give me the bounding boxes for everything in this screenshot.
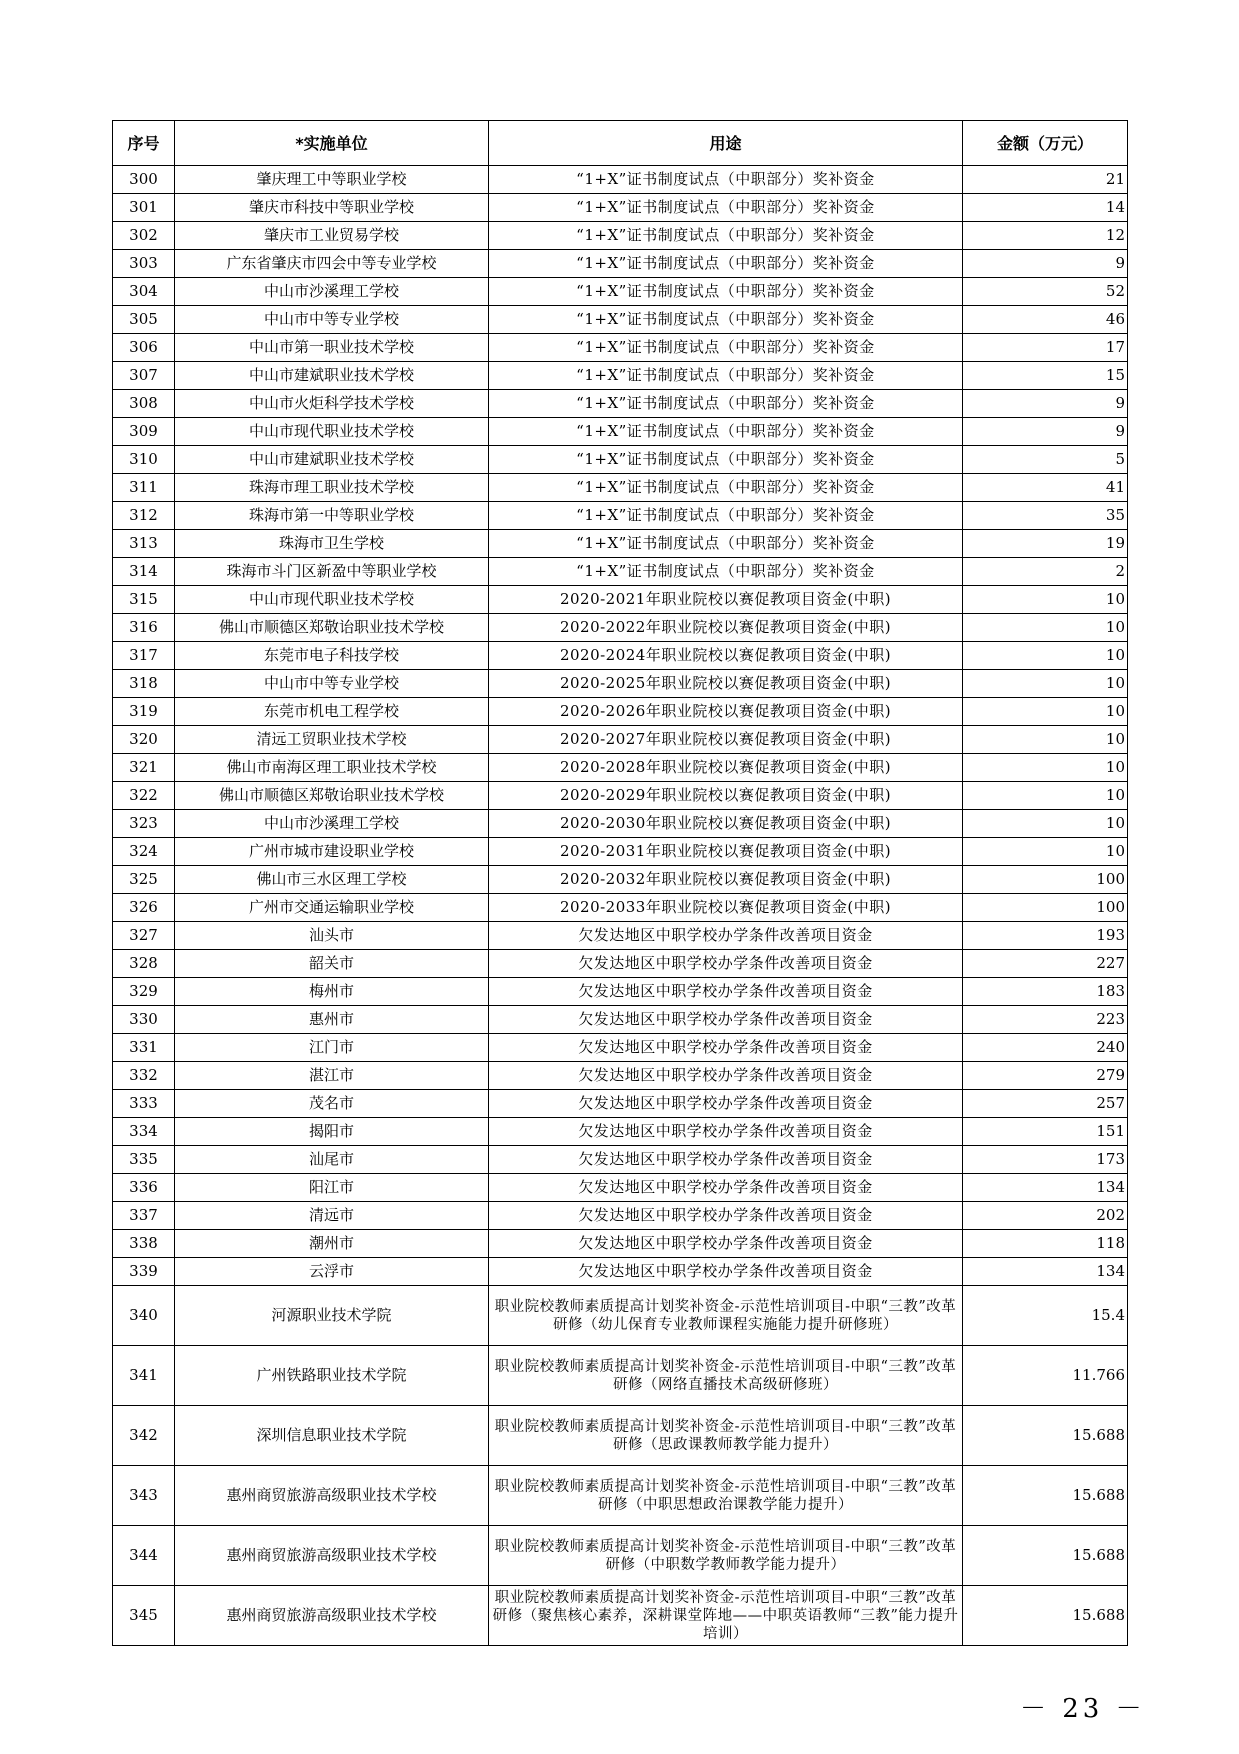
cell-purpose: 欠发达地区中职学校办学条件改善项目资金 [489, 1062, 963, 1090]
cell-no: 321 [113, 754, 175, 782]
cell-unit: 珠海市第一中等职业学校 [175, 502, 489, 530]
cell-amount: 9 [963, 418, 1128, 446]
cell-no: 337 [113, 1202, 175, 1230]
cell-no: 303 [113, 250, 175, 278]
cell-no: 343 [113, 1466, 175, 1526]
cell-no: 329 [113, 978, 175, 1006]
cell-unit: 中山市中等专业学校 [175, 670, 489, 698]
cell-unit: 广州市交通运输职业学校 [175, 894, 489, 922]
cell-amount: 10 [963, 838, 1128, 866]
cell-purpose: 欠发达地区中职学校办学条件改善项目资金 [489, 1258, 963, 1286]
cell-unit: 潮州市 [175, 1230, 489, 1258]
cell-purpose: 欠发达地区中职学校办学条件改善项目资金 [489, 1230, 963, 1258]
cell-amount: 183 [963, 978, 1128, 1006]
cell-purpose: 欠发达地区中职学校办学条件改善项目资金 [489, 1146, 963, 1174]
table-row [113, 1586, 1128, 1646]
cell-no: 328 [113, 950, 175, 978]
table-row [113, 1466, 1128, 1526]
cell-amount: 46 [963, 306, 1128, 334]
table-row [113, 1146, 1128, 1174]
cell-amount: 15 [963, 362, 1128, 390]
cell-amount: 202 [963, 1202, 1128, 1230]
cell-purpose: “1+X”证书制度试点（中职部分）奖补资金 [489, 278, 963, 306]
cell-purpose: 2020-2021年职业院校以赛促教项目资金(中职) [489, 586, 963, 614]
cell-purpose: “1+X”证书制度试点（中职部分）奖补资金 [489, 194, 963, 222]
cell-no: 314 [113, 558, 175, 586]
cell-amount: 19 [963, 530, 1128, 558]
cell-amount: 15.688 [963, 1526, 1128, 1586]
cell-unit: 广州市城市建设职业学校 [175, 838, 489, 866]
table-row [113, 978, 1128, 1006]
cell-no: 311 [113, 474, 175, 502]
table-row [113, 418, 1128, 446]
cell-amount: 11.766 [963, 1346, 1128, 1406]
cell-purpose: 2020-2024年职业院校以赛促教项目资金(中职) [489, 642, 963, 670]
cell-purpose: 欠发达地区中职学校办学条件改善项目资金 [489, 978, 963, 1006]
cell-amount: 17 [963, 334, 1128, 362]
cell-amount: 5 [963, 446, 1128, 474]
header-purpose: 用途 [489, 121, 963, 166]
table-row [113, 1034, 1128, 1062]
cell-unit: 清远市 [175, 1202, 489, 1230]
table-row [113, 1202, 1128, 1230]
cell-purpose: 职业院校教师素质提高计划奖补资金-示范性培训项目-中职“三教”改革研修（中职思想政治课教学能力提升） [489, 1466, 963, 1526]
table-row [113, 390, 1128, 418]
table-row [113, 278, 1128, 306]
cell-unit: 湛江市 [175, 1062, 489, 1090]
cell-amount: 9 [963, 390, 1128, 418]
table-row [113, 1406, 1128, 1466]
cell-unit: 肇庆理工中等职业学校 [175, 166, 489, 194]
cell-unit: 佛山市三水区理工学校 [175, 866, 489, 894]
table-row [113, 754, 1128, 782]
table-row [113, 1346, 1128, 1406]
cell-unit: 揭阳市 [175, 1118, 489, 1146]
table-row [113, 306, 1128, 334]
cell-amount: 10 [963, 782, 1128, 810]
cell-unit: 佛山市南海区理工职业技术学校 [175, 754, 489, 782]
cell-unit: 阳江市 [175, 1174, 489, 1202]
header-no: 序号 [113, 121, 175, 166]
cell-amount: 257 [963, 1090, 1128, 1118]
cell-no: 335 [113, 1146, 175, 1174]
cell-no: 309 [113, 418, 175, 446]
cell-no: 301 [113, 194, 175, 222]
table-row [113, 586, 1128, 614]
cell-unit: 韶关市 [175, 950, 489, 978]
cell-purpose: 职业院校教师素质提高计划奖补资金-示范性培训项目-中职“三教”改革研修（中职数学教师教学能力提升） [489, 1526, 963, 1586]
cell-amount: 10 [963, 698, 1128, 726]
cell-amount: 15.688 [963, 1406, 1128, 1466]
table-row [113, 642, 1128, 670]
cell-no: 320 [113, 726, 175, 754]
table-row [113, 250, 1128, 278]
cell-purpose: 职业院校教师素质提高计划奖补资金-示范性培训项目-中职“三教”改革研修（思政课教师教学能力提升） [489, 1406, 963, 1466]
cell-purpose: “1+X”证书制度试点（中职部分）奖补资金 [489, 334, 963, 362]
cell-amount: 10 [963, 642, 1128, 670]
cell-purpose: 欠发达地区中职学校办学条件改善项目资金 [489, 1090, 963, 1118]
header-amount: 金额（万元） [963, 121, 1128, 166]
table-row [113, 1258, 1128, 1286]
cell-purpose: “1+X”证书制度试点（中职部分）奖补资金 [489, 418, 963, 446]
cell-purpose: 欠发达地区中职学校办学条件改善项目资金 [489, 1202, 963, 1230]
cell-no: 330 [113, 1006, 175, 1034]
cell-unit: 清远工贸职业技术学校 [175, 726, 489, 754]
cell-amount: 2 [963, 558, 1128, 586]
cell-unit: 深圳信息职业技术学院 [175, 1406, 489, 1466]
cell-purpose: 2020-2029年职业院校以赛促教项目资金(中职) [489, 782, 963, 810]
table-row [113, 838, 1128, 866]
cell-no: 306 [113, 334, 175, 362]
cell-purpose: 2020-2027年职业院校以赛促教项目资金(中职) [489, 726, 963, 754]
cell-amount: 100 [963, 866, 1128, 894]
cell-unit: 中山市现代职业技术学校 [175, 418, 489, 446]
cell-no: 332 [113, 1062, 175, 1090]
table-row [113, 1062, 1128, 1090]
cell-no: 322 [113, 782, 175, 810]
cell-unit: 茂名市 [175, 1090, 489, 1118]
cell-no: 327 [113, 922, 175, 950]
table-row [113, 362, 1128, 390]
cell-purpose: “1+X”证书制度试点（中职部分）奖补资金 [489, 502, 963, 530]
cell-amount: 35 [963, 502, 1128, 530]
cell-unit: 惠州商贸旅游高级职业技术学校 [175, 1586, 489, 1646]
cell-amount: 12 [963, 222, 1128, 250]
cell-unit: 中山市沙溪理工学校 [175, 810, 489, 838]
cell-no: 308 [113, 390, 175, 418]
cell-amount: 134 [963, 1258, 1128, 1286]
cell-no: 316 [113, 614, 175, 642]
cell-purpose: 欠发达地区中职学校办学条件改善项目资金 [489, 1118, 963, 1146]
cell-purpose: “1+X”证书制度试点（中职部分）奖补资金 [489, 390, 963, 418]
cell-no: 317 [113, 642, 175, 670]
cell-unit: 汕尾市 [175, 1146, 489, 1174]
table-row [113, 1286, 1128, 1346]
cell-no: 319 [113, 698, 175, 726]
table-row [113, 334, 1128, 362]
cell-unit: 珠海市理工职业技术学校 [175, 474, 489, 502]
cell-unit: 云浮市 [175, 1258, 489, 1286]
cell-purpose: 2020-2033年职业院校以赛促教项目资金(中职) [489, 894, 963, 922]
cell-unit: 佛山市顺德区郑敬诒职业技术学校 [175, 782, 489, 810]
cell-amount: 279 [963, 1062, 1128, 1090]
cell-no: 341 [113, 1346, 175, 1406]
table-row [113, 922, 1128, 950]
cell-no: 336 [113, 1174, 175, 1202]
cell-no: 307 [113, 362, 175, 390]
cell-amount: 240 [963, 1034, 1128, 1062]
cell-amount: 10 [963, 586, 1128, 614]
cell-purpose: “1+X”证书制度试点（中职部分）奖补资金 [489, 446, 963, 474]
table-row [113, 1230, 1128, 1258]
cell-purpose: 2020-2025年职业院校以赛促教项目资金(中职) [489, 670, 963, 698]
cell-no: 325 [113, 866, 175, 894]
cell-amount: 52 [963, 278, 1128, 306]
cell-purpose: “1+X”证书制度试点（中职部分）奖补资金 [489, 558, 963, 586]
cell-unit: 惠州市 [175, 1006, 489, 1034]
cell-unit: 中山市火炬科学技术学校 [175, 390, 489, 418]
table-row [113, 670, 1128, 698]
cell-no: 331 [113, 1034, 175, 1062]
cell-purpose: 职业院校教师素质提高计划奖补资金-示范性培训项目-中职“三教”改革研修（聚焦核心素养，深耕课堂阵地——中职英语教师“三教”能力提升培训） [489, 1586, 963, 1646]
cell-purpose: 2020-2032年职业院校以赛促教项目资金(中职) [489, 866, 963, 894]
cell-unit: 东莞市机电工程学校 [175, 698, 489, 726]
cell-no: 345 [113, 1586, 175, 1646]
cell-no: 334 [113, 1118, 175, 1146]
cell-no: 312 [113, 502, 175, 530]
cell-no: 302 [113, 222, 175, 250]
cell-purpose: “1+X”证书制度试点（中职部分）奖补资金 [489, 362, 963, 390]
table-row [113, 474, 1128, 502]
cell-purpose: 2020-2022年职业院校以赛促教项目资金(中职) [489, 614, 963, 642]
cell-no: 339 [113, 1258, 175, 1286]
cell-unit: 汕头市 [175, 922, 489, 950]
cell-amount: 10 [963, 614, 1128, 642]
cell-no: 315 [113, 586, 175, 614]
cell-purpose: 欠发达地区中职学校办学条件改善项目资金 [489, 1174, 963, 1202]
cell-purpose: “1+X”证书制度试点（中职部分）奖补资金 [489, 166, 963, 194]
cell-no: 310 [113, 446, 175, 474]
cell-unit: 东莞市电子科技学校 [175, 642, 489, 670]
cell-purpose: 欠发达地区中职学校办学条件改善项目资金 [489, 1006, 963, 1034]
table-row [113, 894, 1128, 922]
cell-unit: 中山市中等专业学校 [175, 306, 489, 334]
cell-unit: 河源职业技术学院 [175, 1286, 489, 1346]
cell-purpose: “1+X”证书制度试点（中职部分）奖补资金 [489, 222, 963, 250]
cell-amount: 151 [963, 1118, 1128, 1146]
cell-unit: 肇庆市科技中等职业学校 [175, 194, 489, 222]
table-row [113, 866, 1128, 894]
cell-purpose: “1+X”证书制度试点（中职部分）奖补资金 [489, 250, 963, 278]
cell-amount: 10 [963, 754, 1128, 782]
table-row [113, 698, 1128, 726]
table-body [113, 166, 1128, 1646]
table-row [113, 782, 1128, 810]
cell-unit: 江门市 [175, 1034, 489, 1062]
cell-unit: 中山市第一职业技术学校 [175, 334, 489, 362]
cell-purpose: “1+X”证书制度试点（中职部分）奖补资金 [489, 306, 963, 334]
cell-amount: 15.4 [963, 1286, 1128, 1346]
cell-amount: 21 [963, 166, 1128, 194]
table-row [113, 810, 1128, 838]
cell-amount: 41 [963, 474, 1128, 502]
cell-amount: 10 [963, 726, 1128, 754]
cell-unit: 中山市现代职业技术学校 [175, 586, 489, 614]
cell-no: 340 [113, 1286, 175, 1346]
table-row [113, 530, 1128, 558]
cell-purpose: 2020-2030年职业院校以赛促教项目资金(中职) [489, 810, 963, 838]
funding-table [112, 120, 1128, 1646]
cell-amount: 10 [963, 670, 1128, 698]
cell-unit: 广东省肇庆市四会中等专业学校 [175, 250, 489, 278]
cell-amount: 15.688 [963, 1586, 1128, 1646]
cell-purpose: 职业院校教师素质提高计划奖补资金-示范性培训项目-中职“三教”改革研修（幼儿保育专业教师课程实施能力提升研修班） [489, 1286, 963, 1346]
cell-amount: 14 [963, 194, 1128, 222]
cell-amount: 223 [963, 1006, 1128, 1034]
table-row [113, 1174, 1128, 1202]
header-unit: *实施单位 [175, 121, 489, 166]
table-row [113, 726, 1128, 754]
table-row [113, 1118, 1128, 1146]
cell-no: 323 [113, 810, 175, 838]
table-row [113, 614, 1128, 642]
cell-no: 305 [113, 306, 175, 334]
table-row [113, 194, 1128, 222]
table-row [113, 446, 1128, 474]
cell-purpose: 欠发达地区中职学校办学条件改善项目资金 [489, 950, 963, 978]
table-header-row [113, 121, 1128, 166]
cell-no: 313 [113, 530, 175, 558]
table-row [113, 1006, 1128, 1034]
table-row [113, 502, 1128, 530]
cell-purpose: 欠发达地区中职学校办学条件改善项目资金 [489, 922, 963, 950]
cell-unit: 梅州市 [175, 978, 489, 1006]
cell-amount: 193 [963, 922, 1128, 950]
cell-unit: 肇庆市工业贸易学校 [175, 222, 489, 250]
cell-no: 326 [113, 894, 175, 922]
cell-unit: 惠州商贸旅游高级职业技术学校 [175, 1526, 489, 1586]
cell-unit: 中山市沙溪理工学校 [175, 278, 489, 306]
cell-unit: 珠海市卫生学校 [175, 530, 489, 558]
cell-unit: 佛山市顺德区郑敬诒职业技术学校 [175, 614, 489, 642]
cell-unit: 惠州商贸旅游高级职业技术学校 [175, 1466, 489, 1526]
cell-no: 333 [113, 1090, 175, 1118]
cell-no: 300 [113, 166, 175, 194]
cell-no: 344 [113, 1526, 175, 1586]
table-row [113, 1526, 1128, 1586]
cell-no: 318 [113, 670, 175, 698]
cell-unit: 中山市建斌职业技术学校 [175, 362, 489, 390]
cell-amount: 15.688 [963, 1466, 1128, 1526]
cell-amount: 173 [963, 1146, 1128, 1174]
cell-purpose: “1+X”证书制度试点（中职部分）奖补资金 [489, 530, 963, 558]
cell-unit: 中山市建斌职业技术学校 [175, 446, 489, 474]
table-row [113, 166, 1128, 194]
cell-purpose: 2020-2031年职业院校以赛促教项目资金(中职) [489, 838, 963, 866]
cell-purpose: 职业院校教师素质提高计划奖补资金-示范性培训项目-中职“三教”改革研修（网络直播技术高级研修班） [489, 1346, 963, 1406]
cell-no: 304 [113, 278, 175, 306]
cell-amount: 118 [963, 1230, 1128, 1258]
cell-no: 324 [113, 838, 175, 866]
table-row [113, 1090, 1128, 1118]
cell-amount: 10 [963, 810, 1128, 838]
cell-no: 342 [113, 1406, 175, 1466]
cell-purpose: “1+X”证书制度试点（中职部分）奖补资金 [489, 474, 963, 502]
cell-purpose: 欠发达地区中职学校办学条件改善项目资金 [489, 1034, 963, 1062]
cell-amount: 227 [963, 950, 1128, 978]
cell-unit: 广州铁路职业技术学院 [175, 1346, 489, 1406]
cell-unit: 珠海市斗门区新盈中等职业学校 [175, 558, 489, 586]
cell-amount: 134 [963, 1174, 1128, 1202]
table-row [113, 222, 1128, 250]
cell-amount: 100 [963, 894, 1128, 922]
cell-amount: 9 [963, 250, 1128, 278]
table-row [113, 950, 1128, 978]
cell-purpose: 2020-2028年职业院校以赛促教项目资金(中职) [489, 754, 963, 782]
cell-no: 338 [113, 1230, 175, 1258]
cell-purpose: 2020-2026年职业院校以赛促教项目资金(中职) [489, 698, 963, 726]
table-row [113, 558, 1128, 586]
page-number: － 23 － [1020, 1694, 1146, 1724]
